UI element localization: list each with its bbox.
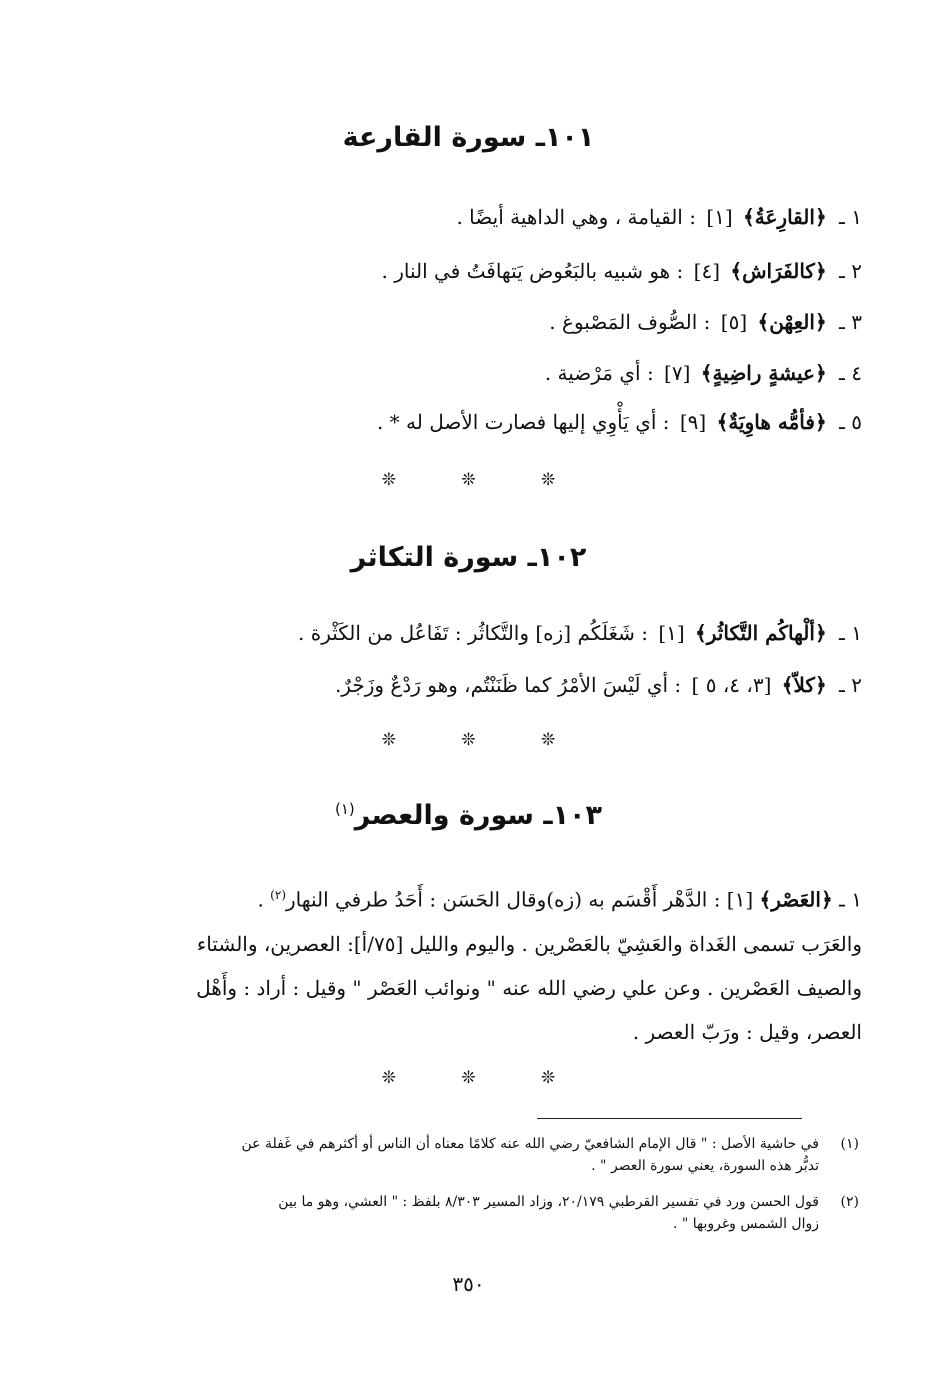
entry-number: ٢ ـ [839, 673, 862, 697]
entry-number: ١ ـ [839, 205, 862, 229]
separator-star: ❊ [381, 1068, 396, 1088]
entry-verse-ref: [١] [706, 205, 733, 229]
entry [60, 310, 862, 334]
footnote-line: في حاشية الأصل : " قال الإمام الشافعيّ رضي الله عنه كلامًا معناه أن الناس أو أكثرهم في غَفلة عن [241, 1136, 819, 1152]
entry-keyword: ﴿كلاّ﴾ [781, 673, 827, 697]
page-number: ٣٥٠ [452, 1272, 485, 1296]
footnote-number: (٢) [840, 1194, 859, 1210]
entry-text: : الصُّوف المَصْبوغ . [549, 310, 711, 334]
entry [60, 259, 862, 283]
section-separator [0, 1068, 937, 1088]
entry-keyword: ﴿كالفَرَاش﴾ [730, 259, 827, 283]
footnote-number: (١) [840, 1136, 859, 1152]
paragraph-line: والعَرَب تسمى الغَداة والعَشِيّ بالعَصْرين . واليوم والليل [٧٥/أ]: العصرين، والشتاء [196, 931, 862, 956]
paragraph-line [100, 873, 862, 922]
entry-text: : أي مَرْضية . [544, 361, 654, 385]
entry-keyword: ﴿القارِعَةُ﴾ [743, 205, 827, 229]
separator-star: ❊ [541, 1068, 556, 1088]
entry-verse-ref: [١] [658, 621, 685, 645]
separator-star: ❊ [461, 730, 476, 750]
entry-text: : أي لَيْسَ الأمْرُ كما ظَنَنْتُم، وهو رَدْعٌ وزَجْرٌ. [334, 673, 682, 697]
entry-verse-ref: [٩] [679, 410, 707, 434]
section-title-text: ١٠٣ـ سورة والعصر [354, 800, 603, 831]
entry-text: : القيامة ، وهي الداهية أيضًا . [456, 205, 696, 229]
footnote [60, 1133, 859, 1177]
footnote-ref: (٢) [270, 888, 286, 902]
entry-keyword: ﴿العَصْر﴾ [759, 887, 833, 912]
line-end: . [257, 887, 264, 912]
entry-keyword: ﴿فأمُّه هاوِيَةٌ﴾ [716, 410, 827, 434]
entry-number: ١ ـ [839, 621, 862, 645]
entry-text: : أي يَأْوِي إليها فصارت الأصل له * . [376, 410, 670, 434]
entry-number: ٣ ـ [839, 310, 862, 334]
entry-verse-ref: [٥] [720, 310, 748, 334]
section-title-takathur: ١٠٢ـ سورة التكاثر [350, 542, 587, 573]
entry-keyword: ﴿عيشةٍ راضِيةٍ﴾ [700, 361, 827, 385]
footnote-line: تدبُّر هذه السورة، يعني سورة العصر " . [591, 1158, 819, 1174]
entry-number: ١ ـ [839, 887, 862, 912]
paragraph-line: والصيف العَصْرين . وعن علي رضي الله عنه " ونوائب العَصْر " وقيل : أراد : وأَهْل [196, 975, 862, 1000]
entry-verse-ref: [٤] [693, 259, 721, 283]
entry-text: [١] : الدَّهْر أَقْسَم به (زه)وقال الحَسَن : أَحَدُ طرفي النهار [286, 887, 754, 912]
entry-text: : هو شبيه بالبَعُوض يَتهافَتُ في النار . [381, 259, 684, 283]
paragraph-line: العصر، وقيل : ورَبّ العصر . [632, 1019, 862, 1044]
separator-star: ❊ [541, 470, 556, 490]
entry [60, 621, 862, 645]
asr-paragraph [100, 873, 862, 1054]
entry-keyword: ﴿ألْهاكُم التَّكاثُر﴾ [695, 621, 827, 645]
separator-star: ❊ [381, 730, 396, 750]
footnote-divider [537, 1118, 802, 1119]
entry-number: ٤ ـ [839, 361, 862, 385]
separator-star: ❊ [381, 470, 396, 490]
entry [60, 205, 862, 229]
section-separator [0, 730, 937, 750]
separator-star: ❊ [461, 1068, 476, 1088]
entry-number: ٢ ـ [839, 259, 862, 283]
footnote-line: قول الحسن ورد في تفسير القرطبي ٢٠/١٧٩، وزاد المسير ٨/٣٠٣ بلفظ : " العشي، وهو ما بين [278, 1194, 819, 1210]
entry-number: ٥ ـ [839, 410, 862, 434]
section-separator [0, 470, 937, 490]
separator-star: ❊ [461, 470, 476, 490]
entry-verse-ref: [٧] [664, 361, 691, 385]
footnote-ref: (١) [334, 800, 355, 818]
separator-star: ❊ [541, 730, 556, 750]
entry [60, 673, 862, 697]
footnote-line: زوال الشمس وغروبها " . [672, 1216, 819, 1232]
entry [60, 361, 862, 385]
entry-keyword: ﴿العِهْن﴾ [757, 310, 827, 334]
section-title-qaria: ١٠١ـ سورة القارعة [342, 122, 595, 153]
footnote [60, 1191, 859, 1235]
entry-verse-ref: [٣، ٤، ٥ ] [691, 673, 772, 697]
section-title-asr [0, 800, 937, 831]
entry-text: : شَغَلَكُم [زه] والتَّكاثُر : تَفَاعُل من الكَثْرة . [298, 621, 648, 645]
entry [60, 410, 862, 434]
